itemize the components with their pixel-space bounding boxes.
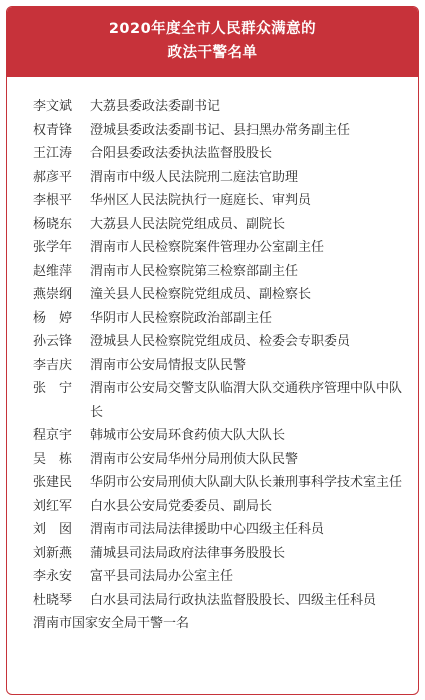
officer-name: 刘新燕 — [33, 545, 73, 561]
list-item — [33, 565, 403, 589]
list-item — [33, 142, 403, 166]
officer-name: 程京宇 — [33, 428, 73, 443]
officer-title: 白水县公安局党委委员、副局长 — [90, 498, 273, 514]
officer-title: 华州区人民法院执行一庭庭长、审判员 — [90, 193, 312, 208]
officer-name: 李文斌 — [33, 99, 73, 114]
officer-name: 刘红军 — [33, 498, 73, 514]
officer-name: 孙云锋 — [33, 334, 73, 349]
list-item — [33, 166, 403, 190]
officer-title: 蒲城县司法局政府法律事务股股长 — [90, 545, 286, 561]
officer-title: 渭南市公安局交警支队临渭大队交通秩序管理中队中队长 — [90, 381, 403, 420]
officer-name: 权青锋 — [33, 122, 73, 138]
officer-name: 杨 婷 — [33, 310, 73, 326]
officer-title: 韩城市公安局环食药侦大队大队长 — [90, 428, 286, 443]
officer-title: 华阴市公安局刑侦大队副大队长兼刑事科学技术室主任 — [90, 475, 403, 490]
list-item — [33, 471, 403, 495]
officer-name: 李永安 — [33, 569, 73, 584]
officer-title: 白水县司法局行政执法监督股股长、四级主任科员 — [90, 592, 377, 608]
officer-name: 张学年 — [33, 240, 73, 255]
officer-name: 杜晓琴 — [33, 592, 73, 608]
officer-title: 澄城县委政法委副书记、县扫黑办常务副主任 — [90, 122, 351, 138]
list-item — [33, 448, 403, 472]
list-item — [33, 495, 403, 519]
list-item — [33, 95, 403, 119]
list-item — [33, 119, 403, 143]
list-item — [33, 354, 403, 378]
list-item — [33, 589, 403, 613]
list-item — [33, 542, 403, 566]
officer-title: 渭南市中级人民法院刑二庭法官助理 — [90, 169, 299, 185]
officer-list — [33, 95, 403, 636]
officer-title: 渭南市公安局情报支队民警 — [90, 357, 247, 373]
officer-title: 渭南市公安局华州分局刑侦大队民警 — [90, 451, 299, 467]
list-item — [33, 189, 403, 213]
header-title-line2: 政法干警名单 — [167, 45, 258, 61]
officer-title: 渭南市人民检察院案件管理办公室副主任 — [90, 240, 325, 255]
officer-title: 渭南市人民检察院第三检察部副主任 — [90, 263, 299, 279]
officer-name: 张建民 — [33, 475, 73, 490]
officer-name: 李根平 — [33, 193, 73, 208]
header-title-line1: 2020年度全市人民群众满意的 — [108, 21, 317, 37]
officer-name: 赵维萍 — [33, 263, 73, 279]
officer-name: 李吉庆 — [33, 357, 73, 373]
list-item — [33, 213, 403, 237]
officer-title: 澄城县人民检察院党组成员、检委会专职委员 — [90, 334, 351, 349]
officer-name: 王江涛 — [33, 146, 73, 161]
officer-name: 张 宁 — [33, 381, 73, 396]
officer-title: 合阳县委政法委执法监督股股长 — [90, 146, 273, 161]
officer-name: 郝彦平 — [33, 169, 73, 185]
officer-name: 吴 栋 — [33, 451, 73, 467]
footer-entry: 渭南市国家安全局干警一名 — [33, 616, 190, 631]
officer-title: 大荔县委政法委副书记 — [90, 99, 221, 114]
list-item — [33, 283, 403, 307]
list-card — [6, 6, 419, 695]
list-item — [33, 377, 403, 424]
officer-name: 刘 囡 — [33, 522, 73, 537]
officer-title: 富平县司法局办公室主任 — [90, 569, 234, 584]
list-item — [33, 330, 403, 354]
officer-title: 渭南市司法局法律援助中心四级主任科员 — [90, 522, 325, 537]
list-item — [33, 260, 403, 284]
officer-title: 华阴市人民检察院政治部副主任 — [90, 310, 273, 326]
list-item — [33, 518, 403, 542]
officer-name: 杨晓东 — [33, 216, 73, 232]
list-item — [33, 307, 403, 331]
officer-name: 燕崇纲 — [33, 287, 73, 302]
list-item-footer — [33, 612, 403, 636]
officer-title: 潼关县人民检察院党组成员、副检察长 — [90, 287, 312, 302]
card-header — [7, 7, 418, 77]
list-item — [33, 236, 403, 260]
officer-title: 大荔县人民法院党组成员、副院长 — [90, 216, 286, 232]
list-item — [33, 424, 403, 448]
